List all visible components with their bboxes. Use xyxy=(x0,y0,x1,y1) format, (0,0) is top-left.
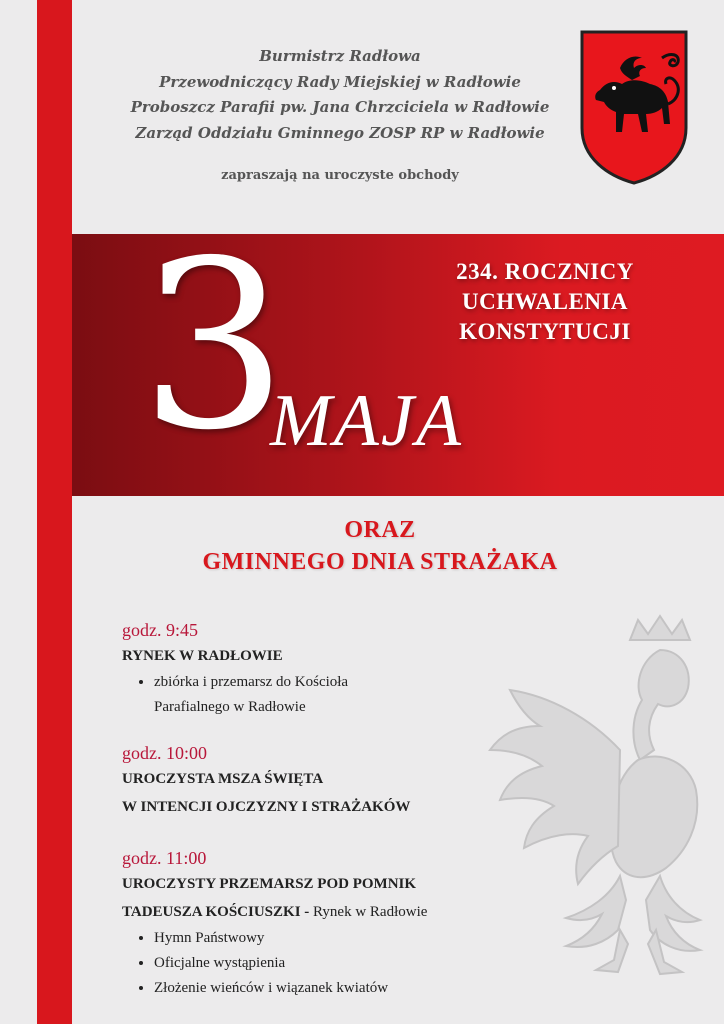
invite-text: zapraszają na uroczyste obchody xyxy=(221,168,459,183)
event-place: UROCZYSTA MSZA ŚWIĘTA xyxy=(122,771,324,787)
anniversary-line: 234. ROCZNICY xyxy=(456,259,634,284)
event-items-cont xyxy=(122,695,348,720)
anniversary-line: UCHWALENIA xyxy=(461,289,629,314)
event-1 xyxy=(122,618,348,720)
event-time: godz. 9:45 xyxy=(122,620,198,640)
left-red-stripe xyxy=(37,0,72,1024)
subtitle-line: ORAZ xyxy=(344,517,416,543)
list-item: • Złożenie wieńców i wiązanek kwiatów xyxy=(154,976,427,1001)
organizer-line: Przewodniczący Rady Miejskiej w Radłowie xyxy=(159,72,521,91)
event-place-bold: TADEUSZA KOŚCIUSZKI - xyxy=(122,904,310,920)
anniversary-line: KONSTYTUCJI xyxy=(459,319,631,344)
coat-of-arms-panther-icon xyxy=(578,28,690,186)
event-place: UROCZYSTY PRZEMARSZ POD POMNIK xyxy=(122,876,417,892)
subtitle-line: GMINNEGO DNIA STRAŻAKA xyxy=(202,549,558,575)
event-items xyxy=(122,670,348,695)
date-number: 3 xyxy=(140,211,288,481)
subtitle xyxy=(100,514,660,578)
anniversary-title xyxy=(400,257,690,347)
event-place-suffix: Rynek w Radłowie xyxy=(309,904,428,920)
event-place-line xyxy=(122,898,427,926)
organizer-line: Burmistrz Radłowa xyxy=(259,47,421,65)
organizer-line: Proboszcz Parafii pw. Jana Chrzciciela w Radłowie xyxy=(130,98,550,116)
organizers-block xyxy=(100,44,580,146)
event-time: godz. 10:00 xyxy=(122,743,207,763)
date-month: MAJA xyxy=(270,380,463,462)
polish-eagle-icon xyxy=(470,600,724,1020)
event-place: W INTENCJI OJCZYZNY I STRAŻAKÓW xyxy=(122,799,411,815)
list-item: • zbiórka i przemarsz do Kościoła xyxy=(154,670,348,695)
event-place: RYNEK W RADŁOWIE xyxy=(122,648,283,664)
event-2 xyxy=(122,741,410,821)
event-items xyxy=(122,926,427,1001)
list-item: Parafialnego w Radłowie xyxy=(154,699,306,715)
organizer-line: Zarząd Oddziału Gminnego ZOSP RP w Radłowie xyxy=(135,123,545,142)
event-time: godz. 11:00 xyxy=(122,848,207,868)
list-item: • Hymn Państwowy xyxy=(154,926,427,951)
list-item: • Oficjalne wystąpienia xyxy=(154,951,427,976)
event-3 xyxy=(122,846,427,1001)
